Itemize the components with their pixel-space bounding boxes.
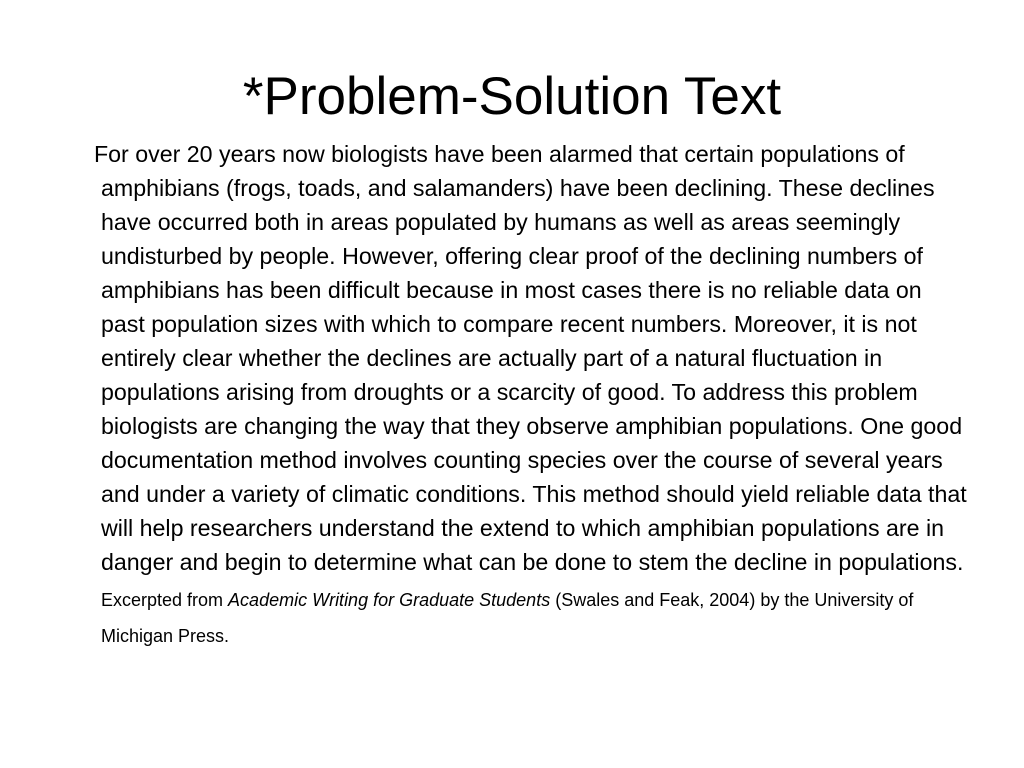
source-suffix: (Swales and Feak, 2004) by the University of Michigan Press. [101,590,914,646]
source-citation [101,590,913,646]
slide-title: *Problem-Solution Text [242,67,782,126]
body-paragraph [94,137,971,653]
paragraph-text: For over 20 years now biologists have been alarmed that certain populations of amphibians (frogs, toads, and salamanders) have been declining. These declines have occurred both in areas populated by humans as well as areas seemingly undisturbed by people. However, offering clear proof of the declining numbers of amphibians has been difficult because in most cases there is no reliable data on past population sizes with which to compare recent numbers. Moreover, it is not entirely clear whether the declines are actually part of a natural fluctuation in populations arising from droughts or a scarcity of good. To address this problem biologists are changing the way that they observe amphibian populations. One good documentation method involves counting species over the course of several years and under a variety of climatic conditions. This method should yield reliable data that will help researchers understand the extend to which amphibian populations are in danger and begin to determine what can be done to stem the decline in populations. [94,141,967,575]
source-book-title: Academic Writing for Graduate Students [228,590,551,610]
source-prefix: Excerpted from [101,590,229,610]
